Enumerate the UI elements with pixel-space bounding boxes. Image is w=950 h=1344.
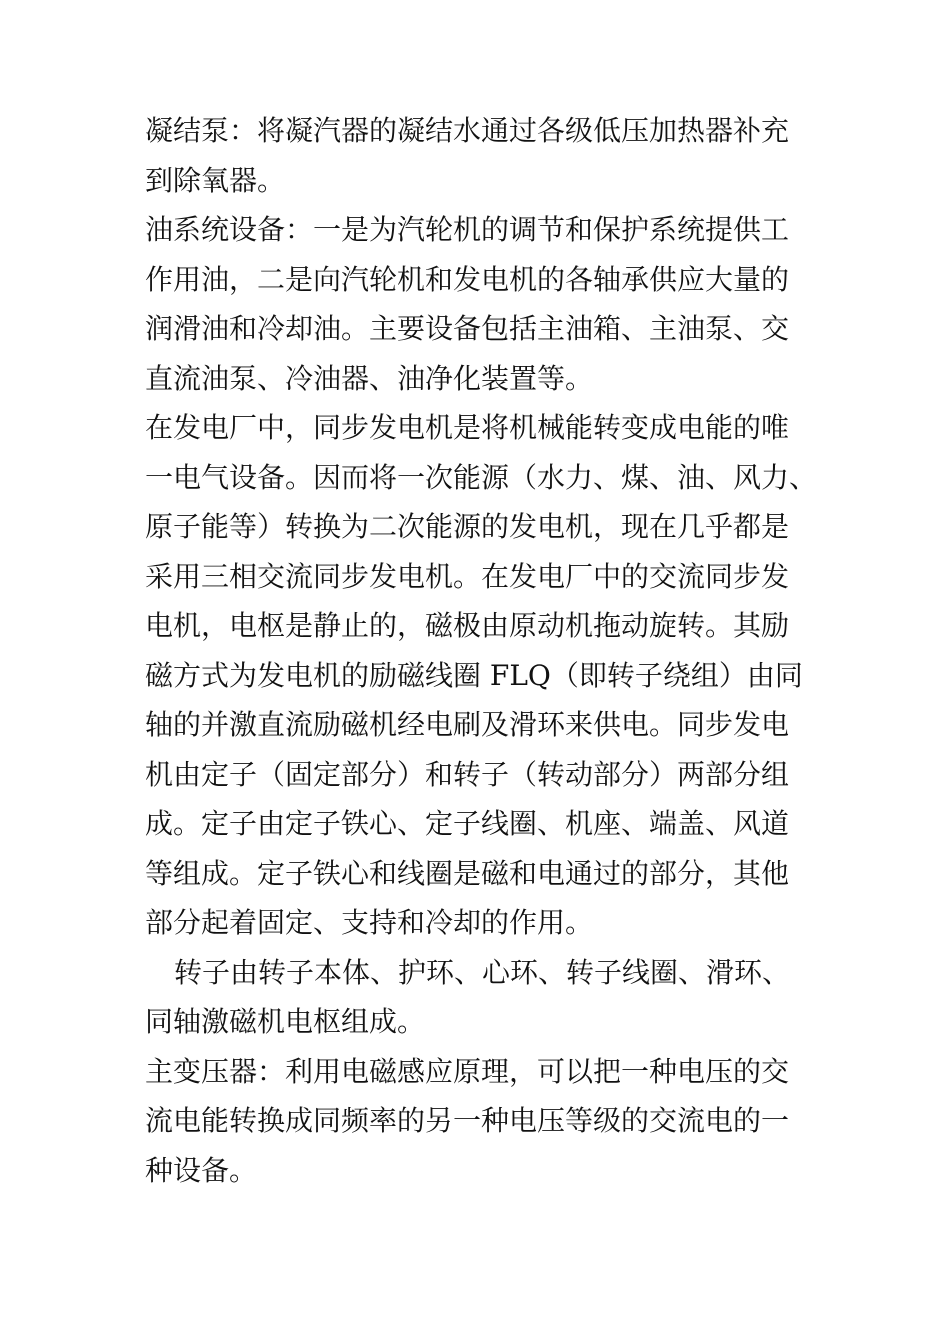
text-line: 原子能等）转换为二次能源的发电机，现在几乎都是	[145, 510, 790, 543]
text-line: 直流油泵、冷油器、油净化装置等。	[145, 361, 594, 395]
text-line: 主变压器：利用电磁感应原理，可以把一种电压的交	[145, 1054, 790, 1088]
text-line: 到除氧器。	[145, 163, 286, 197]
text-line: 流电能转换成同频率的另一种电压等级的交流电的一	[145, 1104, 790, 1137]
text-line: 同轴激磁机电枢组成。	[145, 1005, 426, 1038]
text-line: 采用三相交流同步发电机。在发电厂中的交流同步发	[145, 559, 790, 593]
text-line: 等组成。定子铁心和线圈是磁和电通过的部分，其他	[145, 856, 790, 890]
text-line: 部分起着固定、支持和冷却的作用。	[145, 906, 594, 939]
text-line: 种设备。	[145, 1153, 258, 1187]
text-line: 成。定子由定子铁心、定子线圈、机座、端盖、风道	[145, 807, 790, 840]
text-line: 在发电厂中，同步发电机是将机械能转变成电能的唯	[145, 411, 790, 444]
text-line: 轴的并激直流励磁机经电刷及滑环来供电。同步发电	[145, 708, 790, 741]
text-line: 作用油，二是向汽轮机和发电机的各轴承供应大量的	[145, 262, 790, 296]
text-line: 油系统设备：一是为汽轮机的调节和保护系统提供工	[145, 213, 790, 246]
text-line: 凝结泵：将凝汽器的凝结水通过各级低压加热器补充	[145, 114, 790, 147]
text-line: 机由定子（固定部分）和转子（转动部分）两部分组	[145, 757, 790, 791]
text-line: 润滑油和冷却油。主要设备包括主油箱、主油泵、交	[145, 312, 790, 345]
text-line: 一电气设备。因而将一次能源（水力、煤、油、风力、	[145, 460, 818, 494]
document-body	[145, 106, 818, 1195]
text-line: 磁方式为发电机的励磁线圈 FLQ（即转子绕组）由同	[145, 658, 803, 692]
text-line: 转子由转子本体、护环、心环、转子线圈、滑环、	[174, 955, 791, 989]
text-line: 电机，电枢是静止的，磁极由原动机拖动旋转。其励	[145, 609, 790, 642]
